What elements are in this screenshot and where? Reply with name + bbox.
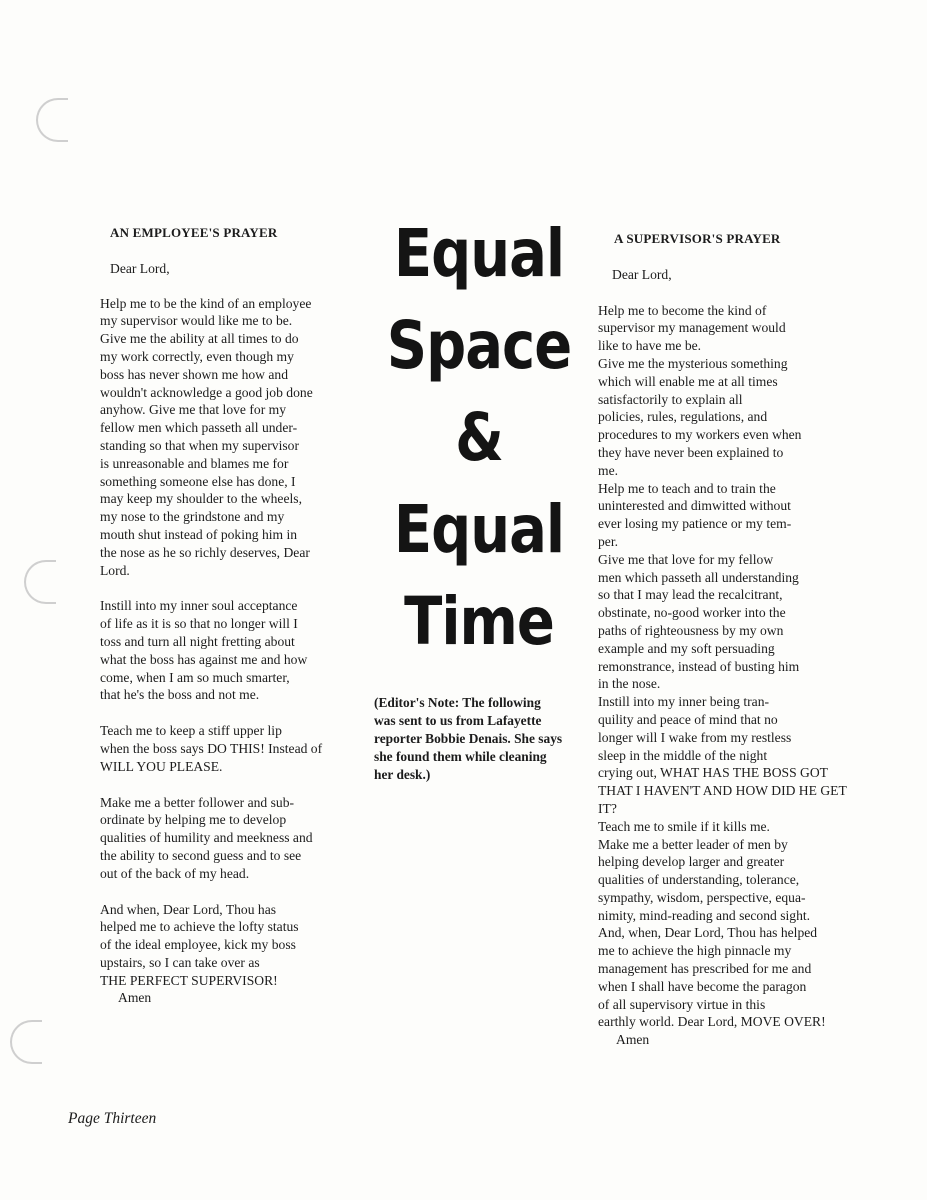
supervisor-prayer-body [598, 302, 884, 1032]
text-line: WILL YOU PLEASE. [100, 758, 223, 774]
text-line: toss and turn all night fretting about [100, 633, 295, 649]
text-line: Make me a better leader of men by [598, 836, 788, 852]
text-line: management has prescribed for me and [598, 961, 812, 977]
employee-prayer-body [100, 295, 358, 990]
text-line: Teach me to smile if it kills me. [598, 818, 770, 834]
title-word: Equal [393, 492, 565, 569]
text-line: the nose as he so richly deserves, Dear [100, 544, 310, 560]
text-line: out of the back of my head. [100, 865, 250, 881]
punch-hole [10, 1020, 42, 1064]
text-line: when I shall have become the paragon [598, 978, 807, 994]
text-line: like to have me be. [598, 338, 702, 354]
text-line: procedures to my workers even when [598, 427, 802, 443]
text-line: the ability to second guess and to see [100, 847, 302, 863]
prayer-paragraph [100, 597, 358, 704]
prayer-paragraph [100, 901, 358, 990]
text-line: paths of righteousness by my own [598, 622, 784, 638]
text-line: they have never been explained to [598, 444, 784, 460]
text-line: earthly world. Dear Lord, MOVE OVER! [598, 1014, 826, 1030]
text-line: THE PERFECT SUPERVISOR! [100, 972, 278, 988]
text-line: qualities of humility and meekness and [100, 830, 313, 846]
text-line: longer will I wake from my restless [598, 729, 792, 745]
text-line: Instill into my inner being tran- [598, 694, 770, 710]
text-line: something someone else has done, I [100, 473, 296, 489]
title-word: Equal [393, 216, 565, 293]
text-line: when the boss says DO THIS! Instead of [100, 740, 323, 756]
text-line: obstinate, no-good worker into the [598, 605, 786, 621]
text-line: what the boss has against me and how [100, 651, 308, 667]
text-line: helped me to achieve the lofty status [100, 919, 299, 935]
text-line: Give me that love for my fellow [598, 551, 774, 567]
text-line: Instill into my inner soul acceptance [100, 598, 298, 614]
text-line: so that I may lead the recalcitrant, [598, 587, 783, 603]
text-line: that he's the boss and not me. [100, 687, 260, 703]
text-line: remonstrance, instead of busting him [598, 658, 800, 674]
text-line: reporter Bobbie Denais. She says [374, 731, 563, 746]
punch-hole [24, 560, 56, 604]
text-line: standing so that when my supervisor [100, 437, 299, 453]
text-line: my nose to the grindstone and my [100, 509, 285, 525]
text-line: (Editor's Note: The following [374, 695, 541, 710]
text-line: nimity, mind-reading and second sight. [598, 907, 811, 923]
prayer-paragraph [100, 295, 358, 580]
employee-prayer-amen: Amen [118, 990, 152, 1006]
text-line: And, when, Dear Lord, Thou has helped [598, 925, 818, 941]
text-line: Help me to be the kind of an employee [100, 295, 312, 311]
text-line: come, when I am so much smarter, [100, 669, 290, 685]
punch-hole [36, 98, 68, 142]
text-line: boss has never shown me how and [100, 366, 289, 382]
editor-note [374, 694, 578, 784]
text-line: my supervisor would like me to be. [100, 313, 293, 329]
text-line: anyhow. Give me that love for my [100, 402, 286, 418]
text-line: me to achieve the high pinnacle my [598, 943, 792, 959]
employee-prayer-heading: AN EMPLOYEE'S PRAYER [110, 225, 278, 240]
title-word: Time [404, 584, 554, 661]
text-line: Give me the mysterious something [598, 355, 788, 371]
text-line: Teach me to keep a stiff upper lip [100, 723, 282, 739]
text-line: is unreasonable and blames me for [100, 455, 289, 471]
text-line: ordinate by helping me to develop [100, 812, 287, 828]
text-line: example and my soft persuading [598, 640, 775, 656]
text-line: uninterested and dimwitted without [598, 498, 791, 514]
text-line: Give me the ability at all times to do [100, 331, 299, 347]
text-line: men which passeth all understanding [598, 569, 799, 585]
text-line: may keep my shoulder to the wheels, [100, 491, 302, 507]
text-line: of life as it is so that no longer will I [100, 616, 298, 632]
text-line: crying out, WHAT HAS THE BOSS GOT [598, 765, 828, 781]
supervisor-prayer-amen: Amen [616, 1032, 650, 1048]
text-line: satisfactorily to explain all [598, 391, 743, 407]
text-line: And when, Dear Lord, Thou has [100, 901, 277, 917]
center-column [372, 216, 586, 784]
text-line: Help me to become the kind of [598, 302, 767, 318]
text-line: of the ideal employee, kick my boss [100, 937, 296, 953]
text-line: policies, rules, regulations, and [598, 409, 768, 425]
text-line: mouth shut instead of poking him in [100, 526, 298, 542]
text-line: Make me a better follower and sub- [100, 794, 295, 810]
text-line: helping develop larger and greater [598, 854, 785, 870]
text-line: THAT I HAVEN'T AND HOW DID HE GET [598, 783, 847, 799]
text-line: IT? [598, 800, 617, 816]
supervisor-prayer-column [598, 230, 884, 1049]
text-line: wouldn't acknowledge a good job done [100, 384, 313, 400]
text-line: my work correctly, even though my [100, 348, 294, 364]
employee-prayer-column [100, 224, 358, 1007]
text-line: which will enable me at all times [598, 373, 778, 389]
page-number: Page Thirteen [68, 1110, 157, 1127]
text-line: her desk.) [374, 767, 431, 782]
page-title [372, 216, 586, 661]
text-line: upstairs, so I can take over as [100, 954, 260, 970]
text-line: of all supervisory virtue in this [598, 996, 766, 1012]
text-line: was sent to us from Lafayette [374, 713, 542, 728]
supervisor-prayer-salutation: Dear Lord, [612, 266, 672, 282]
text-line: ever losing my patience or my tem- [598, 516, 792, 532]
text-line: supervisor my management would [598, 320, 786, 336]
prayer-paragraph [100, 722, 358, 775]
text-line: me. [598, 462, 619, 478]
text-line: quility and peace of mind that no [598, 711, 778, 727]
text-line: Lord. [100, 562, 130, 578]
text-line: she found them while cleaning [374, 749, 547, 764]
text-line: per. [598, 533, 619, 549]
text-line: sleep in the middle of the night [598, 747, 768, 763]
text-line: Help me to teach and to train the [598, 480, 776, 496]
text-line: in the nose. [598, 676, 661, 692]
employee-prayer-salutation: Dear Lord, [110, 260, 170, 276]
prayer-paragraph [100, 794, 358, 883]
title-word: & [455, 400, 503, 477]
title-word: Space [386, 308, 572, 385]
text-line: sympathy, wisdom, perspective, equa- [598, 889, 806, 905]
text-line: fellow men which passeth all under- [100, 420, 298, 436]
supervisor-prayer-heading: A SUPERVISOR'S PRAYER [614, 231, 781, 246]
text-line: qualities of understanding, tolerance, [598, 872, 800, 888]
